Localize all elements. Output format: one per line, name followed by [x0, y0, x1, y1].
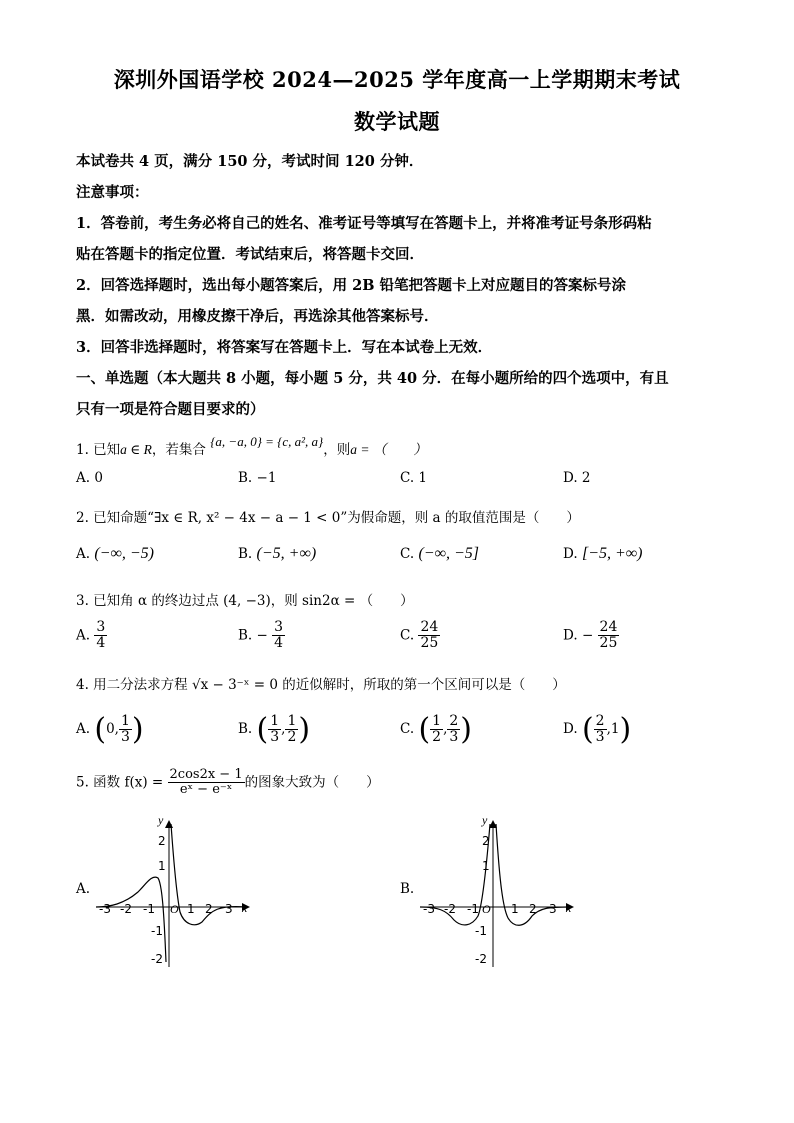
graph-a-ytick: -1: [151, 924, 163, 938]
graph-b-ytick: -1: [475, 924, 487, 938]
graph-a-curve-left: [96, 877, 166, 962]
graph-a-y-label: y: [158, 813, 164, 827]
q3-label-b: B.: [238, 627, 253, 644]
q3-option-d: [563, 620, 619, 652]
q4-paren-open-c: (: [418, 712, 431, 747]
q5-prefix: 5. 函数 f(x) =: [76, 774, 164, 791]
q2-label-b: B.: [238, 546, 253, 562]
graph-b-xtick: -3: [423, 902, 435, 916]
q3-sign-d: −: [581, 627, 594, 644]
graph-b-xtick: 2: [529, 902, 537, 916]
q4-label-c: C.: [400, 721, 415, 737]
q3-den-b: 4: [274, 635, 284, 652]
notice-line-1: 1．答卷前，考生务必将自己的姓名、准考证号等填写在答题卡上，并将准考证号条形码粘: [76, 215, 652, 232]
graph-b-origin: O: [482, 902, 491, 916]
q3-den-c: 25: [420, 635, 439, 652]
graph-b-xtick: -1: [467, 902, 479, 916]
graph-a-ytick: -2: [151, 952, 163, 966]
q3-den-a: 4: [96, 635, 106, 652]
graph-b-xtick: 3: [549, 902, 557, 916]
q3-fraction-b: [272, 620, 285, 652]
q3-option-b: [238, 620, 285, 652]
graph-a-xtick: 3: [225, 902, 233, 916]
intro-text: 本试卷共 4 页，满分 150 分，考试时间 120 分钟．: [76, 153, 424, 170]
q4-label-d: D.: [563, 721, 578, 737]
q4-fraction-a: [119, 714, 132, 746]
q1-suffix: ，则: [323, 442, 351, 458]
q3-option-a: [76, 620, 107, 652]
q5-graph-a: [88, 812, 258, 972]
q2-option-b: [238, 545, 316, 563]
q4-paren-close-c: ): [460, 712, 473, 747]
graph-b-x-label: x: [566, 901, 572, 915]
graph-b-ytick: 2: [482, 834, 490, 848]
q5-fraction: [168, 768, 245, 798]
q4-option-a: A. (0, $\frac{1}{3}$ ): [76, 712, 144, 747]
q4-rfraction-b: [285, 714, 298, 746]
graph-a-ytick: 2: [158, 834, 166, 848]
q4-lfraction-d: [594, 714, 607, 746]
q2-label-d: D.: [563, 546, 578, 562]
question-2: 2. 已知命题“∃x ∈ R, x² − 4x − a − 1 < 0”为假命题，则 a 的取值范围是（ ）: [76, 510, 580, 526]
q4-label-a: A.: [76, 721, 91, 737]
q4-paren-open-a: (: [94, 712, 107, 747]
q5-graph-b-label: B.: [400, 881, 415, 897]
q5-suffix: 的图象大致为（ ）: [244, 774, 380, 791]
q3-num-c: 24: [420, 619, 439, 635]
q5-graph-b: [412, 812, 582, 972]
q2-option-c: [400, 545, 479, 563]
notice-line-4: 黑．如需改动，用橡皮擦干净后，再选涂其他答案标号．: [76, 308, 439, 325]
q1-mid: ，若集合: [151, 442, 206, 458]
q4-lnum-d: 2: [595, 712, 605, 729]
q3-label-c: C.: [400, 627, 415, 644]
graph-a-ytick: 1: [158, 859, 166, 873]
q3-fraction-c: [418, 620, 440, 652]
q4-label-b: B.: [238, 721, 253, 737]
q4-lden-b: 3: [270, 729, 280, 745]
q1-option-c: C. 1: [400, 470, 428, 486]
q3-sign-b: −: [256, 627, 268, 644]
graph-a-xtick: 2: [205, 902, 213, 916]
q4-lden-d: 3: [595, 729, 605, 745]
q4-paren-close-a: ): [131, 712, 144, 747]
exam-title: 深圳外国语学校 2024—2025 学年度高一上学期期末考试: [113, 67, 681, 92]
q2-option-d: [563, 545, 643, 563]
q4-rnum-c: 2: [449, 712, 459, 729]
q3-option-c: [400, 620, 440, 652]
q3-fraction-a: [94, 620, 107, 652]
q4-rnum-b: 1: [287, 712, 297, 729]
q4-rden-b: 2: [287, 729, 297, 745]
notice-line-3: 2．回答选择题时，选出每小题答案后，用 2B 铅笔把答题卡上对应题目的答案标号涂: [76, 277, 627, 294]
q1-prefix: 1. 已知: [76, 442, 121, 458]
exam-subtitle: 数学试题: [354, 109, 440, 134]
q4-lnum-c: 1: [432, 712, 442, 729]
q4-lnum-b: 1: [270, 712, 280, 729]
q2-value-b: (−5, +∞): [256, 545, 317, 562]
q2-value-c: (−∞, −5]: [418, 545, 479, 562]
graph-a-xtick: -3: [99, 902, 111, 916]
q4-rnum-a: 1: [120, 712, 130, 729]
q4-lfraction-c: [430, 714, 443, 746]
q2-option-a: [76, 545, 154, 563]
graph-a-x-label: x: [242, 901, 248, 915]
question-4: 4. 用二分法求方程 √x − 3⁻ˣ = 0 的近似解时，所取的第一个区间可以是（ ）: [76, 677, 566, 693]
notice-heading: 注意事项：: [76, 184, 149, 201]
q3-num-b: 3: [274, 619, 284, 635]
q4-paren-close-b: ): [298, 712, 311, 747]
q1-set-equation: {a, −a, 0} = {c, a², a}: [210, 434, 324, 449]
q3-fraction-d: [598, 620, 620, 652]
question-3: 3. 已知角 α 的终边过点 (4, −3)，则 sin2α = （ ）: [76, 593, 414, 609]
q1-ask: a = （ ）: [350, 442, 427, 457]
q4-left-a: 0: [106, 721, 115, 737]
section-heading: 一、单选题（本大题共 8 小题，每小题 5 分，共 40 分．在每小题所给的四个选项中，有且: [76, 370, 669, 387]
graph-a-axes: [96, 820, 250, 967]
graph-a-xtick: -1: [143, 902, 155, 916]
q3-den-d: 25: [599, 635, 618, 652]
section-heading-cont: 只有一项是符合题目要求的）: [76, 401, 265, 418]
q4-paren-close-d: ): [619, 712, 632, 747]
q1-option-b: B. −1: [238, 470, 277, 486]
graph-b-ytick: -2: [475, 952, 487, 966]
notice-line-2: 贴在答题卡的指定位置．考试结束后，将答题卡交回．: [76, 246, 424, 263]
graph-a-xtick: 1: [187, 902, 195, 916]
q1-option-a: A. 0: [76, 470, 103, 486]
q4-option-c: C. ( $\frac{1}{2}$ , $\frac{2}{3}$ ): [400, 712, 473, 747]
q3-label-a: A.: [76, 627, 91, 644]
q2-label-c: C.: [400, 546, 415, 562]
graph-b-xtick: -2: [444, 902, 456, 916]
question-5: [76, 768, 380, 798]
q5-numerator: 2cos2x − 1: [169, 767, 243, 782]
q4-paren-open-d: (: [581, 712, 594, 747]
notice-line-5: 3．回答非选择题时，将答案写在答题卡上．写在本试卷上无效．: [76, 339, 493, 356]
q1-condition: a ∈ R: [120, 442, 152, 457]
graph-b-y-label: y: [482, 813, 488, 827]
q1-option-d: D. 2: [563, 470, 591, 486]
question-1: [76, 434, 427, 458]
q2-value-d: [−5, +∞): [581, 545, 643, 562]
q4-rden-c: 3: [449, 729, 459, 745]
q4-lfraction-b: [268, 714, 281, 746]
q4-paren-open-b: (: [256, 712, 269, 747]
q2-label-a: A.: [76, 546, 91, 562]
q2-value-a: (−∞, −5): [94, 545, 154, 562]
graph-a-xtick: -2: [120, 902, 132, 916]
q3-num-d: 24: [599, 619, 618, 635]
q3-num-a: 3: [96, 619, 106, 635]
q4-option-b: B. ( $\frac{1}{3}$ , $\frac{1}{2}$ ): [238, 712, 311, 747]
q4-rden-a: 3: [120, 729, 130, 745]
q4-rfraction-c: [447, 714, 460, 746]
q4-lden-c: 2: [432, 729, 442, 745]
q3-label-d: D.: [563, 627, 578, 644]
q4-option-d: D. ( $\frac{2}{3}$ ,1): [563, 712, 632, 747]
q5-graph-a-label: A.: [76, 881, 91, 897]
q4-right-d: 1: [610, 721, 620, 737]
graph-a-origin: O: [170, 902, 179, 916]
graph-b-ytick: 1: [482, 859, 490, 873]
graph-b-xtick: 1: [511, 902, 519, 916]
q5-denominator: eˣ − e⁻ˣ: [179, 782, 233, 798]
